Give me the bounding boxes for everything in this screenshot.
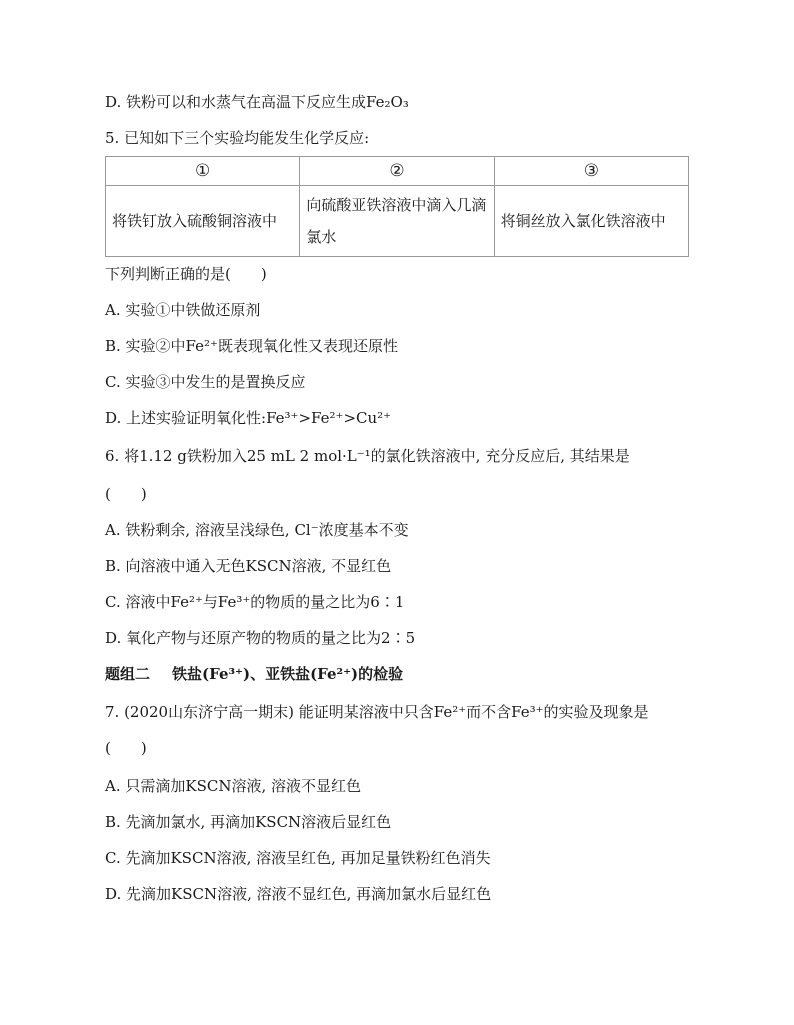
question-7-option-a: A. 只需滴加KSCN溶液, 溶液不显红色 xyxy=(105,777,361,795)
table-cell: 将铜丝放入氯化铁溶液中 xyxy=(494,186,688,257)
table-header-cell: ① xyxy=(106,157,300,186)
table-row xyxy=(106,186,689,257)
question-6-paren: ( ) xyxy=(105,485,147,503)
question-6-stem: 6. 将1.12 g铁粉加入25 mL 2 mol·L⁻¹的氯化铁溶液中, 充分反应后, 其结果是 xyxy=(105,447,630,465)
section-label: 题组二 xyxy=(105,665,151,683)
question-7-option-b: B. 先滴加氯水, 再滴加KSCN溶液后显红色 xyxy=(105,813,392,831)
question-6-option-d: D. 氧化产物与还原产物的物质的量之比为2∶5 xyxy=(105,629,416,647)
question-6-option-c: C. 溶液中Fe²⁺与Fe³⁺的物质的量之比为6∶1 xyxy=(105,593,405,611)
experiment-table xyxy=(105,156,689,257)
question-5-option-c: C. 实验③中发生的是置换反应 xyxy=(105,373,306,391)
question-7-stem: 7. (2020山东济宁高一期末) 能证明某溶液中只含Fe²⁺而不含Fe³⁺的实验及现象是 xyxy=(105,703,649,721)
table-cell: 将铁钉放入硫酸铜溶液中 xyxy=(106,186,300,257)
question-6-option-b: B. 向溶液中通入无色KSCN溶液, 不显红色 xyxy=(105,557,392,575)
table-header-cell: ③ xyxy=(494,157,688,186)
question-7-paren: ( ) xyxy=(105,739,147,757)
section-title: 铁盐(Fe³⁺)、亚铁盐(Fe²⁺)的检验 xyxy=(172,665,404,683)
question-7-option-c: C. 先滴加KSCN溶液, 溶液呈红色, 再加足量铁粉红色消失 xyxy=(105,849,491,867)
question-6-option-a: A. 铁粉剩余, 溶液呈浅绿色, Cl⁻浓度基本不变 xyxy=(105,521,409,539)
question-4-option-d: D. 铁粉可以和水蒸气在高温下反应生成Fe₂O₃ xyxy=(105,93,409,111)
question-5-option-b: B. 实验②中Fe²⁺既表现氧化性又表现还原性 xyxy=(105,337,398,355)
question-5-stem: 5. 已知如下三个实验均能发生化学反应: xyxy=(105,129,370,147)
table-header-row xyxy=(106,157,689,186)
question-5-option-d: D. 上述实验证明氧化性:Fe³⁺>Fe²⁺>Cu²⁺ xyxy=(105,409,392,427)
table-cell: 向硫酸亚铁溶液中滴入几滴氯水 xyxy=(300,186,494,257)
table-header-cell: ② xyxy=(300,157,494,186)
question-5-prompt: 下列判断正确的是( ) xyxy=(105,265,267,283)
section-heading xyxy=(105,664,403,684)
question-5-option-a: A. 实验①中铁做还原剂 xyxy=(105,301,261,319)
question-7-option-d: D. 先滴加KSCN溶液, 溶液不显红色, 再滴加氯水后显红色 xyxy=(105,885,492,903)
